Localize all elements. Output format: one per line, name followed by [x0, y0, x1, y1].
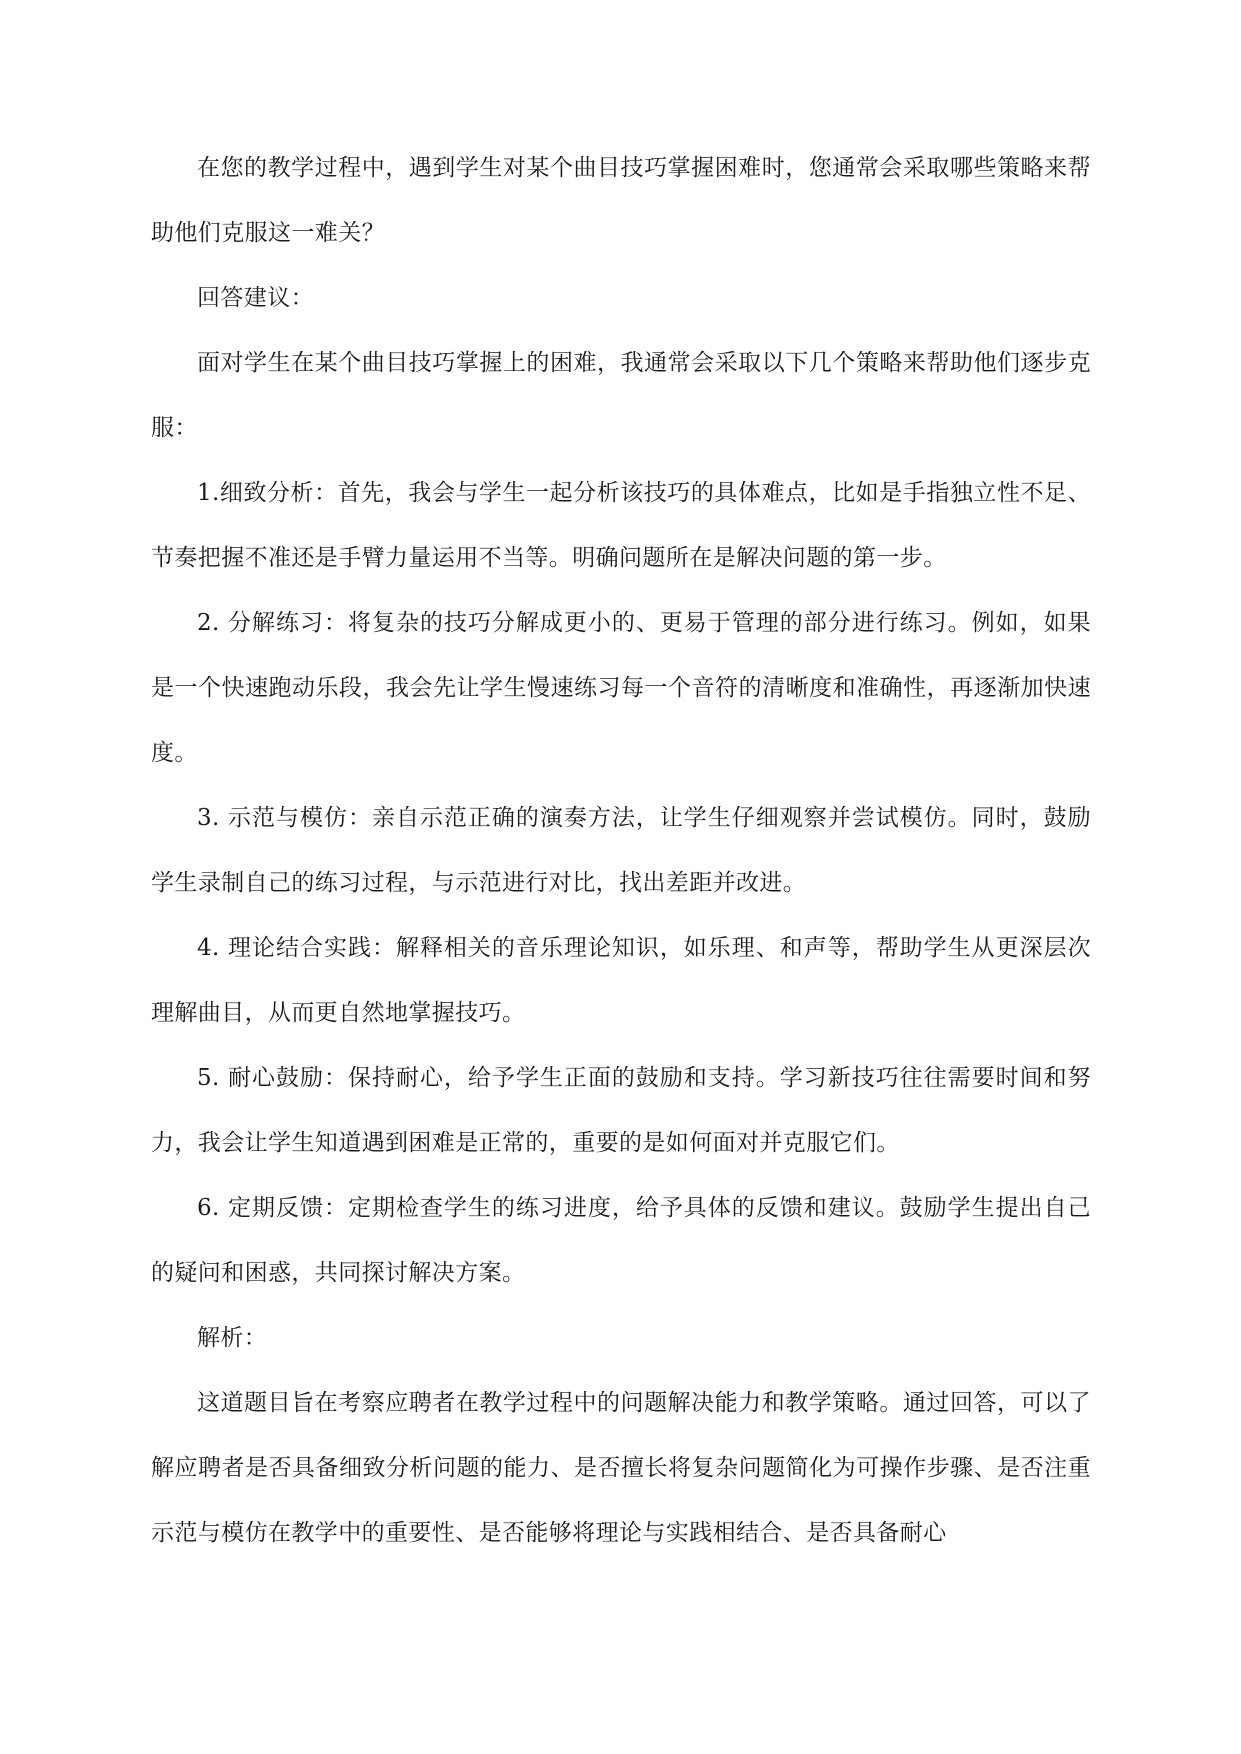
analysis-paragraph: 这道题目旨在考察应聘者在教学过程中的问题解决能力和教学策略。通过回答，可以了解应聘者是否具备细致分析问题的能力、是否擅长将复杂问题简化为可操作步骤、是否注重示范与模仿在教学中的重要性、是否能够将理论与实践相结合、是否具备耐心	[151, 1390, 1091, 1546]
strategy-item-6: 6. 定期反馈：定期检查学生的练习进度，给予具体的反馈和建议。鼓励学生提出自己的疑问和困惑，共同探讨解决方案。	[151, 1195, 1091, 1286]
strategy-item-3: 3. 示范与模仿：亲自示范正确的演奏方法，让学生仔细观察并尝试模仿。同时，鼓励学生录制自己的练习过程，与示范进行对比，找出差距并改进。	[151, 805, 1091, 896]
document-body	[151, 136, 1091, 1566]
answer-heading: 回答建议：	[197, 285, 314, 311]
strategy-item-5: 5. 耐心鼓励：保持耐心，给予学生正面的鼓励和支持。学习新技巧往往需要时间和努力，我会让学生知道遇到困难是正常的，重要的是如何面对并克服它们。	[151, 1065, 1091, 1156]
answer-intro-paragraph: 面对学生在某个曲目技巧掌握上的困难，我通常会采取以下几个策略来帮助他们逐步克服：	[151, 350, 1091, 441]
strategy-item-4: 4. 理论结合实践：解释相关的音乐理论知识，如乐理、和声等，帮助学生从更深层次理解曲目，从而更自然地掌握技巧。	[151, 935, 1091, 1026]
strategy-item-1: 1.细致分析：首先，我会与学生一起分析该技巧的具体难点，比如是手指独立性不足、节奏把握不准还是手臂力量运用不当等。明确问题所在是解决问题的第一步。	[151, 480, 1091, 571]
question-paragraph: 在您的教学过程中，遇到学生对某个曲目技巧掌握困难时，您通常会采取哪些策略来帮助他们克服这一难关？	[151, 155, 1091, 246]
strategy-item-2: 2. 分解练习：将复杂的技巧分解成更小的、更易于管理的部分进行练习。例如，如果是一个快速跑动乐段，我会先让学生慢速练习每一个音符的清晰度和准确性，再逐渐加快速度。	[151, 610, 1091, 766]
analysis-heading: 解析：	[197, 1325, 268, 1351]
